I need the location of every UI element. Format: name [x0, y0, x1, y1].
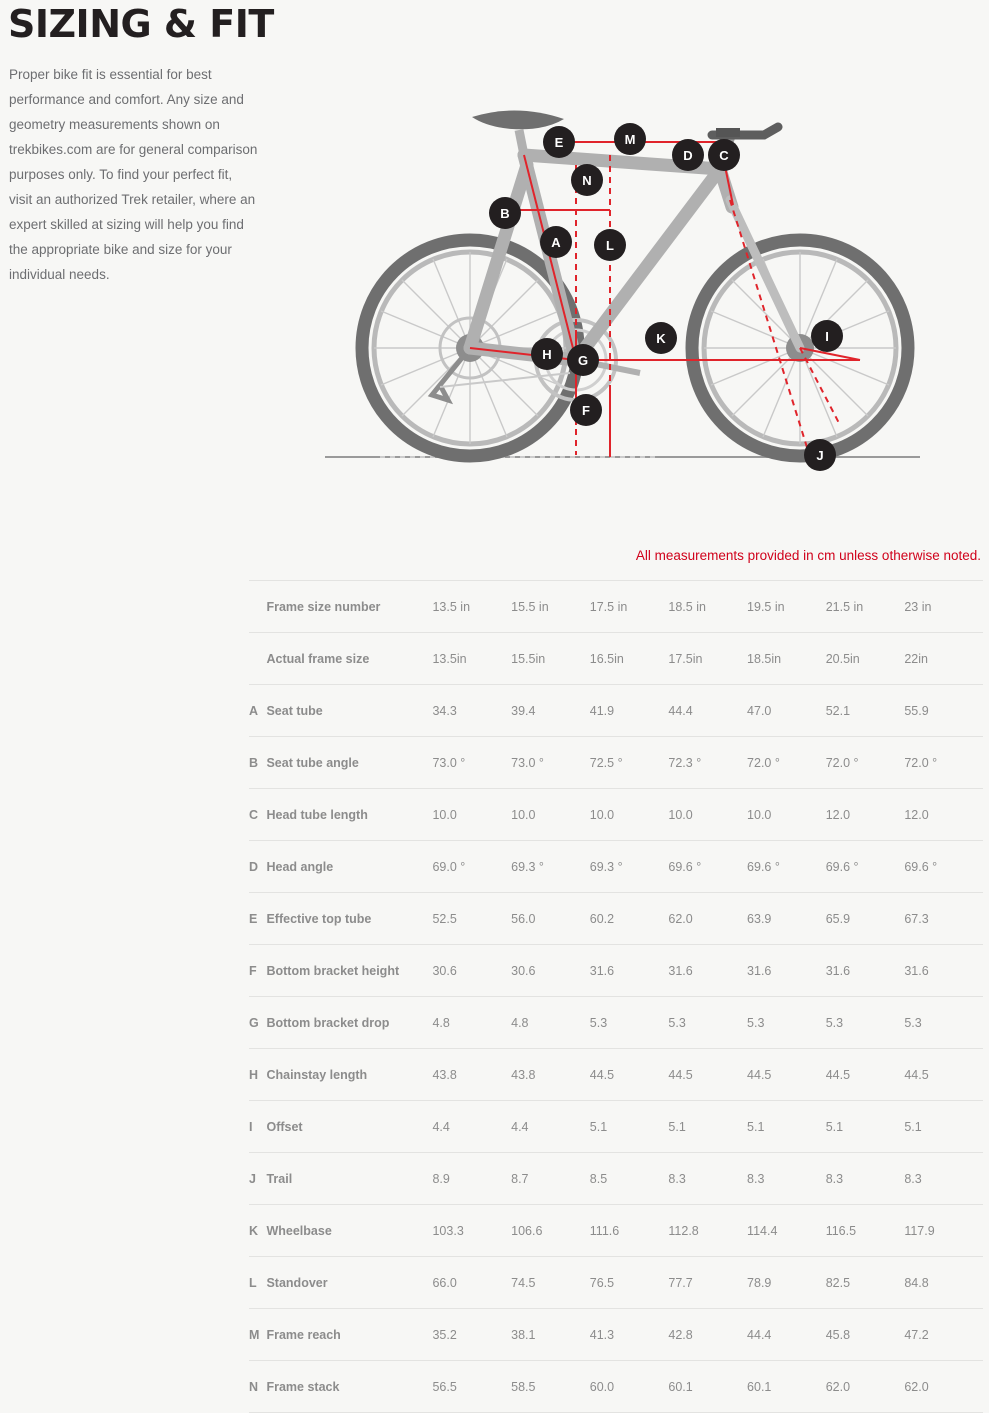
svg-text:B: B: [500, 206, 510, 221]
row-value: 41.9: [590, 685, 669, 737]
callout-M: [614, 123, 646, 155]
callout-L: [594, 229, 626, 261]
row-value: 60.1: [668, 1361, 747, 1413]
callout-A: [540, 226, 572, 258]
row-value: 18.5 in: [668, 581, 747, 633]
row-value: 112.8: [668, 1205, 747, 1257]
row-value: 69.3 °: [511, 841, 590, 893]
table-row: [249, 737, 983, 789]
table-row: [249, 1309, 983, 1361]
row-value: 31.6: [747, 945, 826, 997]
row-letter: C: [249, 789, 266, 841]
row-value: 72.0 °: [747, 737, 826, 789]
row-value: 31.6: [826, 945, 905, 997]
row-value: 8.3: [904, 1153, 983, 1205]
svg-text:E: E: [554, 135, 564, 150]
row-value: 8.3: [826, 1153, 905, 1205]
row-value: 47.2: [904, 1309, 983, 1361]
row-value: 52.5: [432, 893, 511, 945]
row-value: 111.6: [590, 1205, 669, 1257]
row-value: 69.6 °: [826, 841, 905, 893]
row-value: 44.5: [590, 1049, 669, 1101]
row-value: 41.3: [590, 1309, 669, 1361]
row-value: 31.6: [590, 945, 669, 997]
table-row: [249, 945, 983, 997]
row-label: Offset: [266, 1101, 432, 1153]
row-value: 114.4: [747, 1205, 826, 1257]
svg-text:D: D: [683, 148, 693, 163]
row-value: 4.8: [432, 997, 511, 1049]
table-row: [249, 1205, 983, 1257]
callout-F: [570, 394, 602, 426]
row-value: 5.3: [668, 997, 747, 1049]
row-value: 44.5: [668, 1049, 747, 1101]
row-letter: A: [249, 685, 266, 737]
row-value: 44.5: [904, 1049, 983, 1101]
row-value: 60.1: [747, 1361, 826, 1413]
table-row: [249, 685, 983, 737]
table-row: [249, 1049, 983, 1101]
row-value: 12.0: [904, 789, 983, 841]
row-value: 77.7: [668, 1257, 747, 1309]
row-value: 73.0 °: [511, 737, 590, 789]
row-value: 5.3: [590, 997, 669, 1049]
row-value: 35.2: [432, 1309, 511, 1361]
row-value: 58.5: [511, 1361, 590, 1413]
row-value: 17.5in: [668, 633, 747, 685]
row-letter: I: [249, 1101, 266, 1153]
row-value: 47.0: [747, 685, 826, 737]
row-label: Bottom bracket drop: [266, 997, 432, 1049]
row-letter: E: [249, 893, 266, 945]
svg-text:F: F: [582, 403, 590, 418]
row-value: 45.8: [826, 1309, 905, 1361]
row-value: 31.6: [668, 945, 747, 997]
row-value: 15.5 in: [511, 581, 590, 633]
page-title: SIZING & FIT: [8, 2, 274, 46]
row-letter: N: [249, 1361, 266, 1413]
row-value: 82.5: [826, 1257, 905, 1309]
row-letter: D: [249, 841, 266, 893]
row-value: 12.0: [826, 789, 905, 841]
row-value: 67.3: [904, 893, 983, 945]
row-value: 69.3 °: [590, 841, 669, 893]
row-letter: K: [249, 1205, 266, 1257]
callout-C: [708, 139, 740, 171]
row-value: 5.1: [668, 1101, 747, 1153]
row-value: 56.5: [432, 1361, 511, 1413]
row-label: Seat tube: [266, 685, 432, 737]
row-label: Wheelbase: [266, 1205, 432, 1257]
row-value: 62.0: [904, 1361, 983, 1413]
row-value: 60.0: [590, 1361, 669, 1413]
row-value: 38.1: [511, 1309, 590, 1361]
row-value: 63.9: [747, 893, 826, 945]
row-value: 5.3: [826, 997, 905, 1049]
row-letter: L: [249, 1257, 266, 1309]
callout-G: [567, 344, 599, 376]
row-label: Standover: [266, 1257, 432, 1309]
row-value: 4.4: [432, 1101, 511, 1153]
row-value: 20.5in: [826, 633, 905, 685]
table-row: [249, 997, 983, 1049]
row-value: 42.8: [668, 1309, 747, 1361]
row-value: 23 in: [904, 581, 983, 633]
row-value: 69.6 °: [904, 841, 983, 893]
intro-paragraph: Proper bike fit is essential for best performance and comfort. Any size and geometry measurements shown on trekbikes.com are for general comparison purposes only. To find your perfect fit, visit an authorized Trek retailer, where an expert skilled at sizing will help you find the appropriate bike and size for your individual needs.: [9, 67, 258, 282]
svg-text:L: L: [606, 238, 614, 253]
row-value: 8.3: [747, 1153, 826, 1205]
row-value: 56.0: [511, 893, 590, 945]
row-label: Frame reach: [266, 1309, 432, 1361]
row-value: 74.5: [511, 1257, 590, 1309]
row-value: 34.3: [432, 685, 511, 737]
row-value: 52.1: [826, 685, 905, 737]
row-value: 55.9: [904, 685, 983, 737]
row-value: 72.0 °: [904, 737, 983, 789]
row-value: 10.0: [511, 789, 590, 841]
row-value: 116.5: [826, 1205, 905, 1257]
row-value: 44.5: [826, 1049, 905, 1101]
row-letter: [249, 581, 266, 633]
svg-text:M: M: [624, 132, 636, 147]
callout-J: [804, 439, 836, 471]
row-value: 8.3: [668, 1153, 747, 1205]
row-value: 44.4: [747, 1309, 826, 1361]
row-value: 66.0: [432, 1257, 511, 1309]
bike-geometry-diagram: [320, 95, 940, 485]
callout-D: [672, 139, 704, 171]
row-value: 19.5 in: [747, 581, 826, 633]
table-row: [249, 633, 983, 685]
row-value: 15.5in: [511, 633, 590, 685]
row-value: 5.3: [747, 997, 826, 1049]
row-value: 60.2: [590, 893, 669, 945]
table-row: [249, 581, 983, 633]
callout-I: [811, 320, 843, 352]
row-value: 17.5 in: [590, 581, 669, 633]
row-value: 30.6: [432, 945, 511, 997]
callout-B: [489, 197, 521, 229]
svg-text:J: J: [816, 448, 824, 463]
row-label: Frame size number: [266, 581, 432, 633]
row-value: 13.5 in: [432, 581, 511, 633]
row-label: Head tube length: [266, 789, 432, 841]
callout-bubbles: [489, 123, 843, 471]
row-value: 18.5in: [747, 633, 826, 685]
row-letter: J: [249, 1153, 266, 1205]
row-value: 103.3: [432, 1205, 511, 1257]
row-letter: G: [249, 997, 266, 1049]
geometry-table: [249, 580, 983, 1413]
row-value: 30.6: [511, 945, 590, 997]
row-value: 62.0: [668, 893, 747, 945]
row-value: 5.1: [747, 1101, 826, 1153]
row-value: 44.4: [668, 685, 747, 737]
row-value: 21.5 in: [826, 581, 905, 633]
table-row: [249, 789, 983, 841]
callout-H: [531, 338, 563, 370]
svg-text:I: I: [825, 329, 829, 344]
row-label: Frame stack: [266, 1361, 432, 1413]
row-value: 69.6 °: [668, 841, 747, 893]
row-value: 31.6: [904, 945, 983, 997]
row-value: 5.1: [590, 1101, 669, 1153]
svg-text:A: A: [551, 235, 561, 250]
svg-text:K: K: [656, 331, 666, 346]
row-value: 76.5: [590, 1257, 669, 1309]
row-value: 5.1: [826, 1101, 905, 1153]
row-letter: [249, 633, 266, 685]
row-value: 10.0: [432, 789, 511, 841]
row-value: 65.9: [826, 893, 905, 945]
row-value: 43.8: [511, 1049, 590, 1101]
row-value: 5.3: [904, 997, 983, 1049]
row-value: 8.7: [511, 1153, 590, 1205]
row-label: Chainstay length: [266, 1049, 432, 1101]
svg-text:C: C: [719, 148, 729, 163]
row-value: 73.0 °: [432, 737, 511, 789]
table-row: [249, 841, 983, 893]
table-row: [249, 1153, 983, 1205]
row-value: 4.4: [511, 1101, 590, 1153]
row-value: 16.5in: [590, 633, 669, 685]
table-row: [249, 1257, 983, 1309]
row-value: 5.1: [904, 1101, 983, 1153]
callout-E: [543, 126, 575, 158]
row-letter: B: [249, 737, 266, 789]
callout-N: [571, 164, 603, 196]
row-label: Actual frame size: [266, 633, 432, 685]
row-value: 10.0: [590, 789, 669, 841]
row-value: 10.0: [747, 789, 826, 841]
geometry-table-body: [249, 581, 983, 1413]
row-value: 117.9: [904, 1205, 983, 1257]
row-value: 72.5 °: [590, 737, 669, 789]
row-letter: M: [249, 1309, 266, 1361]
row-value: 84.8: [904, 1257, 983, 1309]
table-row: [249, 893, 983, 945]
row-letter: F: [249, 945, 266, 997]
measurement-units-note: All measurements provided in cm unless otherwise noted.: [635, 548, 981, 563]
row-value: 8.9: [432, 1153, 511, 1205]
svg-text:N: N: [582, 173, 592, 188]
table-row: [249, 1101, 983, 1153]
svg-text:G: G: [577, 353, 589, 368]
row-value: 39.4: [511, 685, 590, 737]
row-label: Head angle: [266, 841, 432, 893]
row-value: 72.0 °: [826, 737, 905, 789]
row-value: 69.6 °: [747, 841, 826, 893]
row-value: 4.8: [511, 997, 590, 1049]
row-letter: H: [249, 1049, 266, 1101]
row-value: 22in: [904, 633, 983, 685]
svg-text:H: H: [542, 347, 552, 362]
row-value: 78.9: [747, 1257, 826, 1309]
row-label: Trail: [266, 1153, 432, 1205]
row-value: 69.0 °: [432, 841, 511, 893]
row-value: 10.0: [668, 789, 747, 841]
row-value: 62.0: [826, 1361, 905, 1413]
row-label: Seat tube angle: [266, 737, 432, 789]
row-value: 8.5: [590, 1153, 669, 1205]
row-value: 13.5in: [432, 633, 511, 685]
callout-K: [645, 322, 677, 354]
row-value: 106.6: [511, 1205, 590, 1257]
row-value: 72.3 °: [668, 737, 747, 789]
row-label: Bottom bracket height: [266, 945, 432, 997]
row-value: 44.5: [747, 1049, 826, 1101]
row-value: 43.8: [432, 1049, 511, 1101]
row-label: Effective top tube: [266, 893, 432, 945]
